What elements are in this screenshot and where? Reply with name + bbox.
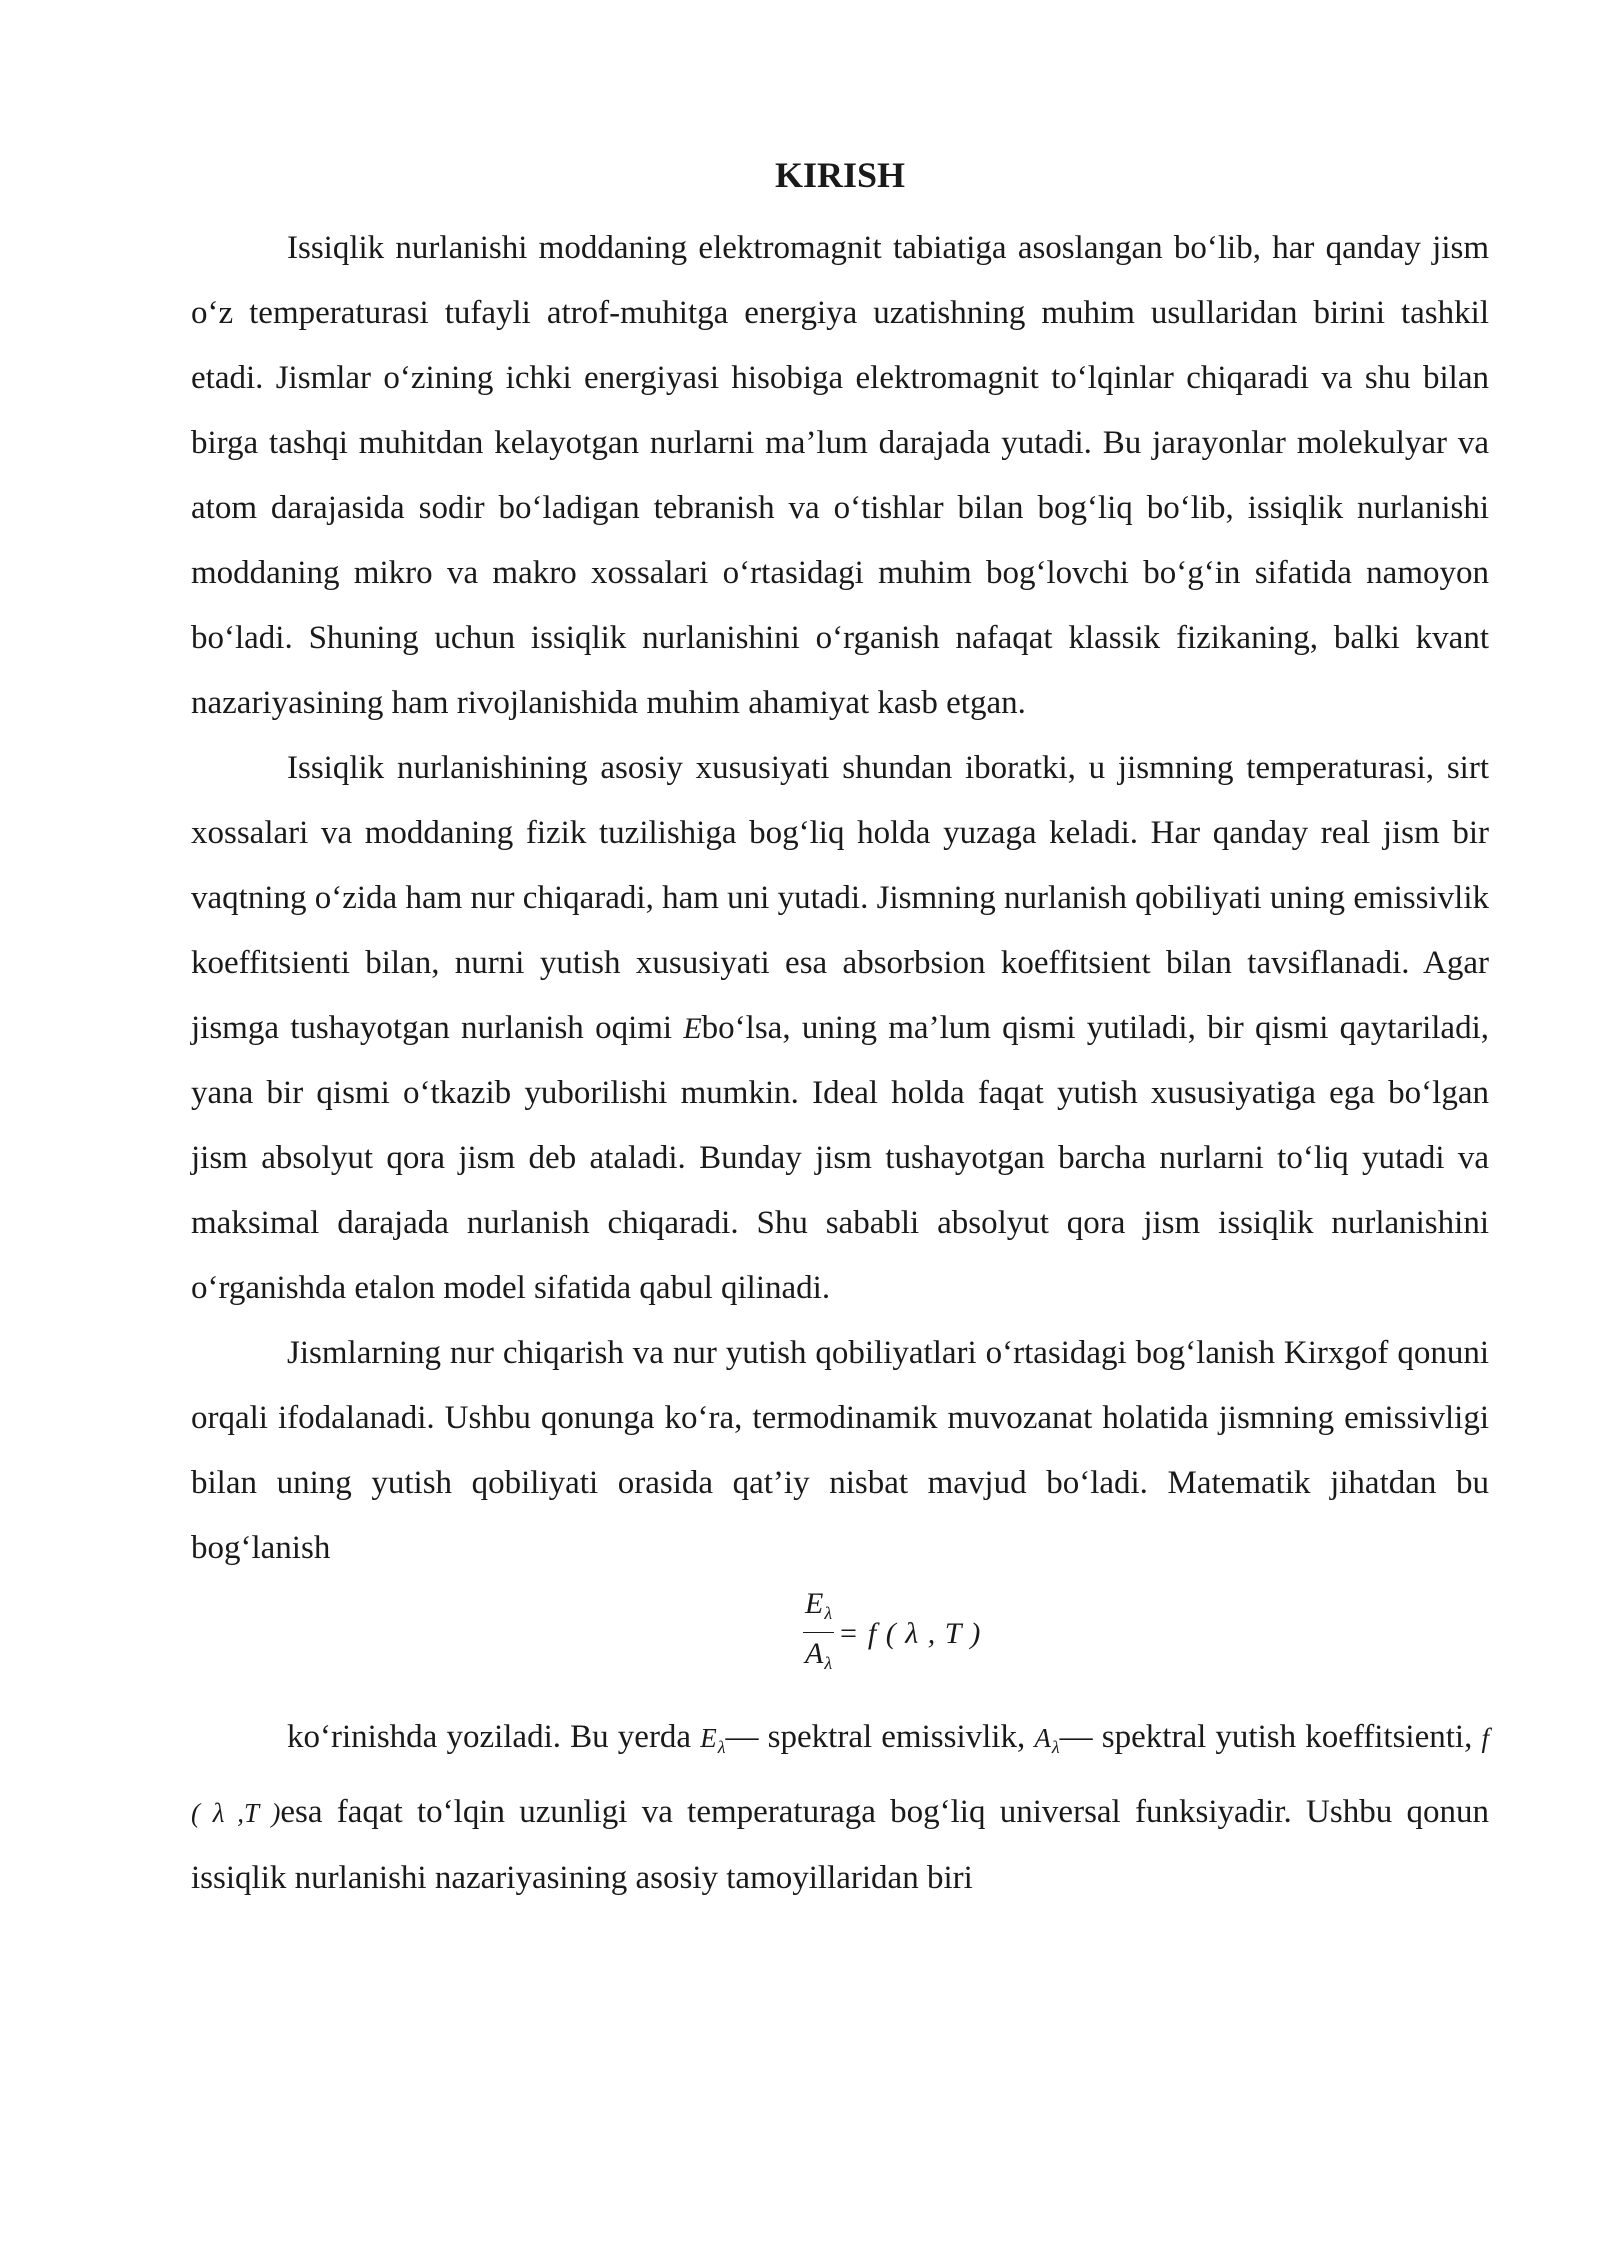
paragraph-explanation	[191, 1705, 1489, 1911]
spectral-emissivity-symbol: $E_\lambda$	[700, 1723, 726, 1757]
paragraph-explanation-text-b: — spektral emissivlik,	[725, 1719, 1035, 1755]
formula-numerator: $E_\lambda$	[803, 1587, 834, 1633]
formula-fraction	[803, 1587, 834, 1680]
formula-denominator: $A_\lambda$	[805, 1637, 833, 1673]
kirchhoff-formula	[803, 1587, 981, 1680]
paragraph-kirchhoff: Jismlarning nur chiqarish va nur yutish qobiliyatlari o‘rtasidagi bog‘lanish Kirxgof qonuni orqali ifodalanadi. Ushbu qonunga ko‘ra, termodinamik muvozanat holatida jismning emissivligi bilan uning yutish qobiliyati orasida qat’iy nisbat mavjud bo‘ladi. Matematik jihatdan bu bog‘lanish	[191, 1335, 1489, 1566]
formula-right-side: = f ( λ , T )	[838, 1616, 982, 1650]
paragraph-properties	[191, 736, 1489, 1321]
radiation-flux-symbol: E	[683, 1012, 702, 1045]
section-heading: KIRISH	[774, 155, 906, 195]
body-text	[191, 216, 1489, 1911]
kirchhoff-formula-block	[191, 1581, 1489, 1705]
paragraph-explanation-text-a: ko‘rinishda yoziladi. Bu yerda	[287, 1719, 701, 1755]
paragraph-explanation-text-d: esa faqat to‘lqin uzunligi va temperaturaga bog‘liq universal funksiyadir. Ushbu qonun issiqlik nurlanishi nazariyasining asosiy tamoyillaridan biri	[191, 1794, 1489, 1896]
paragraph-properties-text-a: Issiqlik nurlanishining asosiy xususiyati shundan iboratki, u jismning temperaturasi, sirt xossalari va moddaning fizik tuzilishiga bog‘liq holda yuzaga keladi. Har qanday real jism bir vaqtning o‘zida ham nur chiqaradi, ham uni yutadi. Jismning nurlanish qobiliyati uning emissivlik koeffitsienti bilan, nurni yutish xususiyati esa absorbsion koeffitsient bilan tavsiflanadi. Agar jismga tushayotgan nurlanish oqimi	[191, 750, 1489, 1046]
spectral-absorption-symbol: $A_\lambda$	[1034, 1723, 1060, 1757]
paragraph-intro: Issiqlik nurlanishi moddaning elektromagnit tabiatiga asoslangan bo‘lib, har qanday jism o‘z temperaturasi tufayli atrof-muhitga energiya uzatishning muhim usullaridan birini tashkil etadi. Jismlar o‘zining ichki energiyasi hisobiga elektromagnit to‘lqinlar chiqaradi va shu bilan birga tashqi muhitdan kelayotgan nurlarni ma’lum darajada yutadi. Bu jarayonlar molekulyar va atom darajasida sodir bo‘ladigan tebranish va o‘tishlar bilan bog‘liq bo‘lib, issiqlik nurlanishi moddaning mikro va makro xossalari o‘rtasidagi muhim bog‘lovchi bo‘g‘in sifatida namoyon bo‘ladi. Shuning uchun issiqlik nurlanishini o‘rganish nafaqat klassik fizikaning, balki kvant nazariyasining ham rivojlanishida muhim ahamiyat kasb etgan.	[191, 230, 1489, 721]
paragraph-properties-text-b: bo‘lsa, uning ma’lum qismi yutiladi, bir qismi qaytariladi, yana bir qismi o‘tkazib yuborilishi mumkin. Ideal holda faqat yutish xususiyatiga ega bo‘lgan jism absolyut qora jism deb ataladi. Bunday jism tushayotgan barcha nurlarni to‘liq yutadi va maksimal darajada nurlanish chiqaradi. Shu sababli absolyut qora jism issiqlik nurlanishini o‘rganishda etalon model sifatida qabul qilinadi.	[191, 1010, 1489, 1306]
paragraph-explanation-text-c: — spektral yutish koeffitsienti,	[1059, 1719, 1482, 1755]
universal-function-symbol: f ( λ ,T )	[191, 1723, 1489, 1828]
